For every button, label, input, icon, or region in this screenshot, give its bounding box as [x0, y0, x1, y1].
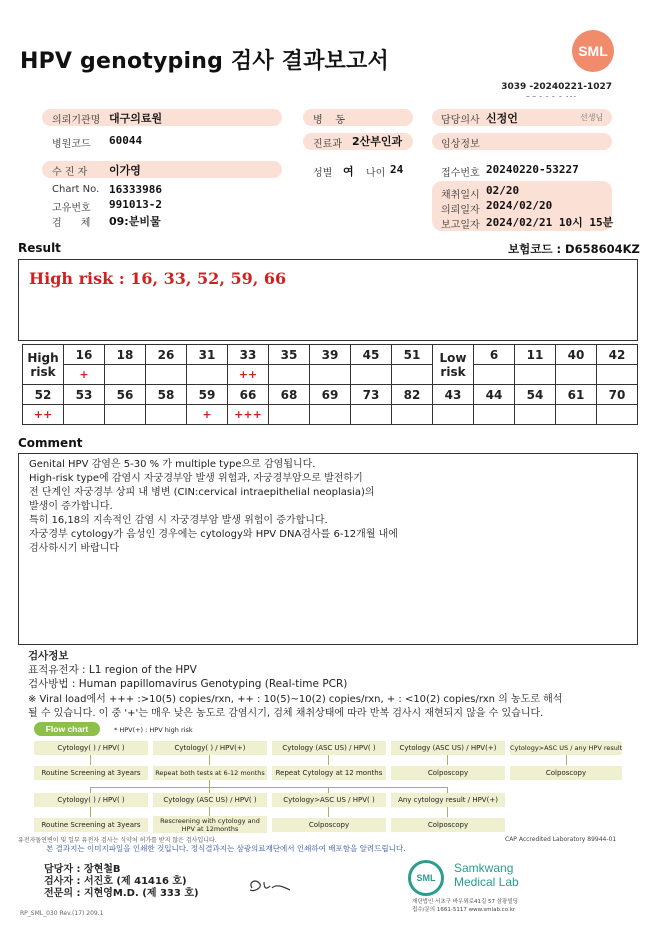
staff-specialist: 전문의 : 지현영M.D. (제 333 호)	[44, 888, 199, 899]
type-cell: 35	[269, 345, 310, 365]
flow-node: Colposcopy	[510, 766, 622, 780]
flow-arrow	[90, 755, 91, 765]
flow-node: Any cytology result / HPV(+)	[391, 793, 505, 807]
type-cell: 16	[64, 345, 105, 365]
type-cell: 53	[64, 385, 105, 405]
flow-node: Routine Screening at 3years	[34, 766, 148, 780]
flow-node: Colposcopy	[391, 818, 505, 832]
sex-label: 성별	[313, 168, 333, 179]
signature-icon	[246, 876, 296, 896]
viral-load-cell	[597, 405, 638, 425]
viral-load-cell: ++	[23, 405, 64, 425]
collected-label: 채취일시	[441, 190, 480, 201]
viral-load-note-2: 될 수 있습니다. 이 중 '+'는 매우 낮은 농도로 감염시기, 검체 채취상태에 따라 반복 검사시 재현되지 않을 수 있습니다.	[28, 708, 544, 719]
type-cell: 31	[187, 345, 228, 365]
specimen-label: 검 체	[52, 218, 91, 229]
report-title: HPV genotyping 검사 결과보고서	[20, 49, 389, 74]
hospital-code-value: 60044	[109, 134, 143, 147]
comment-heading: Comment	[18, 436, 83, 450]
flow-node: Rescreening with cytology and HPV at 12months	[153, 816, 267, 833]
type-cell: 66	[228, 385, 269, 405]
lab-name-line2: Medical Lab	[454, 875, 519, 889]
flow-arrow	[328, 755, 329, 765]
lab-logo-icon: SML	[408, 860, 444, 896]
result-heading: Result	[18, 241, 61, 255]
viral-load-cell	[146, 405, 187, 425]
flow-node: Repeat both tests at 6-12 months	[153, 766, 267, 780]
request-number-line1: 3039 -20240221-1027	[501, 82, 612, 92]
comment-line: High-risk type에 감염시 자궁경부암 발생 위험과, 자궁경부암으로 발전하기	[29, 473, 363, 484]
chart-no-label: Chart No.	[52, 184, 100, 195]
viral-load-cell	[474, 405, 515, 425]
type-cell: 52	[23, 385, 64, 405]
type-cell: 11	[515, 345, 556, 365]
doctor-suffix: 선생님	[580, 113, 604, 122]
flow-arrow	[90, 807, 91, 817]
flow-arrow	[447, 755, 448, 765]
dept-label: 진료과	[313, 139, 342, 150]
viral-load-cell	[187, 365, 228, 385]
table-row	[23, 385, 638, 405]
viral-load-cell	[474, 365, 515, 385]
type-cell: 54	[515, 385, 556, 405]
viral-load-cell	[515, 365, 556, 385]
flow-node: Cytology (ASC US) / HPV( )	[153, 793, 267, 807]
flow-node: Colposcopy	[391, 766, 505, 780]
institution-label: 의뢰기관명	[52, 115, 101, 126]
comment-line: 자궁경부 cytology가 음성인 경우에는 cytology와 HPV DNA검사를 6-12개월 내에	[29, 529, 398, 540]
comment-box	[18, 453, 638, 645]
viral-load-cell	[105, 365, 146, 385]
flow-node: Cytology( ) / HPV( )	[34, 741, 148, 755]
result-summary-box	[18, 259, 638, 341]
form-number: RP_SML_030 Rev.(17) 209.1	[20, 910, 104, 917]
table-row	[23, 365, 638, 385]
flow-node: Cytology (ASC US) / HPV(+)	[391, 741, 505, 755]
type-cell: 51	[392, 345, 433, 365]
flow-arrow	[328, 807, 329, 817]
type-cell: 73	[351, 385, 392, 405]
viral-load-cell	[392, 405, 433, 425]
unique-no-label: 고유번호	[52, 203, 91, 214]
lab-address: 재단법인 서초구 바우뫼로41길 57 삼광빌딩	[412, 899, 518, 905]
target-gene: 표적유전자 : L1 region of the HPV	[28, 664, 197, 676]
flow-arrow	[447, 807, 448, 817]
viral-load-cell	[310, 365, 351, 385]
genotype-table	[22, 344, 638, 425]
age-label: 나이	[366, 168, 386, 179]
lab-phone: 접수/문의 1661-5117 www.smlab.co.kr	[412, 907, 516, 913]
viral-load-cell	[556, 365, 597, 385]
recipient-label: 수 진 자	[52, 167, 88, 178]
comment-line: 발생이 증가합니다.	[29, 501, 113, 512]
flow-node: Cytology( ) / HPV( )	[34, 793, 148, 807]
flow-node: Repeat Cytology at 12 months	[272, 766, 386, 780]
viral-load-cell	[351, 405, 392, 425]
patient-info-panel	[0, 97, 655, 240]
flow-node: Cytology>ASC US / any HPV result	[510, 741, 622, 755]
fine-print-right: CAP Accredited Laboratory 89944-01	[505, 836, 617, 843]
viral-load-cell: +++	[228, 405, 269, 425]
notice: 본 결과지는 이미지파일을 인쇄한 것입니다. 정식결과지는 삼광의료재단에서 인쇄하여 배포함을 알려드립니다.	[46, 844, 406, 853]
low-risk-label: Low risk	[433, 345, 474, 385]
type-cell: 18	[105, 345, 146, 365]
type-cell: 69	[310, 385, 351, 405]
ward-label: 병 동	[313, 115, 346, 126]
flow-node: Routine Screening at 3years	[34, 818, 148, 832]
viral-load-cell	[556, 405, 597, 425]
type-cell: 40	[556, 345, 597, 365]
type-cell: 6	[474, 345, 515, 365]
viral-load-note-1: ※ Viral load에서 +++ :>10(5) copies/rxn, ++ : 10(5)~10(2) copies/rxn, + : <10(2) copies/rxn 의 농도로 해석	[28, 694, 563, 705]
type-cell: 42	[597, 345, 638, 365]
viral-load-cell	[392, 365, 433, 385]
viral-load-cell	[310, 405, 351, 425]
flow-arrow	[566, 755, 567, 765]
viral-load-cell: ++	[228, 365, 269, 385]
receipt-label: 접수번호	[441, 168, 480, 179]
table-row	[23, 345, 638, 365]
institution-value: 대구의료원	[109, 112, 163, 125]
type-cell: 44	[474, 385, 515, 405]
sml-logo: SML	[572, 30, 614, 72]
test-info-heading: 검사정보	[28, 650, 69, 662]
type-cell: 39	[310, 345, 351, 365]
viral-load-cell	[351, 365, 392, 385]
viral-load-cell	[269, 405, 310, 425]
doctor-label: 담당의사	[441, 115, 480, 126]
hospital-code-label: 병원코드	[52, 139, 91, 150]
unique-no-value: 991013-2	[109, 198, 162, 211]
requested-value: 2024/02/20	[486, 199, 553, 212]
high-risk-summary: High risk : 16, 33, 52, 59, 66	[29, 269, 287, 288]
requested-label: 의뢰일자	[441, 205, 480, 216]
comment-line: 전 단계인 자궁경부 상피 내 병변 (CIN:cervical intraepithelial neoplasia)의	[29, 487, 375, 498]
type-cell: 43	[433, 385, 474, 405]
type-cell: 59	[187, 385, 228, 405]
age-value: 24	[390, 163, 404, 176]
viral-load-cell: +	[187, 405, 228, 425]
flow-arrow	[90, 787, 448, 788]
viral-load-cell	[105, 405, 146, 425]
reported-value: 2024/02/21 10시 15분	[486, 216, 614, 229]
comment-line: Genital HPV 감염은 5-30 % 가 multiple type으로 감염됩니다.	[29, 459, 316, 470]
staff-tester: 검사자 : 서진호 (제 41416 호)	[44, 876, 187, 887]
receipt-value: 20240220-53227	[486, 163, 579, 176]
viral-load-cell	[433, 405, 474, 425]
type-cell: 56	[105, 385, 146, 405]
flow-node: Colposcopy	[272, 818, 386, 832]
dept-value: 2산부인과	[352, 135, 403, 148]
flow-node: Cytology( ) / HPV(+)	[153, 741, 267, 755]
type-cell: 61	[556, 385, 597, 405]
type-cell: 26	[146, 345, 187, 365]
viral-load-cell	[597, 365, 638, 385]
reported-label: 보고일자	[441, 220, 480, 231]
flow-arrow	[209, 755, 210, 765]
collected-value: 02/20	[486, 184, 520, 197]
flow-node: Cytology>ASC US / HPV( )	[272, 793, 386, 807]
comment-line: 검사하시기 바랍니다	[29, 543, 120, 554]
lab-name-line1: Samkwang	[454, 861, 514, 875]
chart-no-value: 16333986	[109, 183, 162, 196]
flow-node: Cytology (ASC US) / HPV( )	[272, 741, 386, 755]
type-cell: 45	[351, 345, 392, 365]
clinical-label: 임상정보	[441, 139, 480, 150]
sex-value: 여	[343, 165, 354, 178]
test-method: 검사방법 : Human papillomavirus Genotyping (Real-time PCR)	[28, 678, 348, 690]
staff-manager: 담당자 : 장현철B	[44, 864, 121, 875]
flow-chart-badge: Flow chart	[34, 722, 100, 736]
recipient-value: 이가영	[109, 164, 141, 177]
viral-load-cell	[515, 405, 556, 425]
viral-load-cell: +	[64, 365, 105, 385]
insurance-code: 보험코드 : D658604KZ	[508, 242, 640, 256]
fine-print-left: 유전자돌연변이 및 일부 유전자 검사는 식약처 허가를 받지 않은 검사입니다.	[18, 837, 217, 844]
viral-load-cell	[269, 365, 310, 385]
viral-load-cell	[64, 405, 105, 425]
viral-load-cell	[146, 365, 187, 385]
doctor-value: 신정언	[486, 112, 518, 125]
type-cell: 58	[146, 385, 187, 405]
specimen-value: 09:분비물	[109, 215, 161, 228]
high-risk-label: High risk	[23, 345, 64, 385]
type-cell: 33	[228, 345, 269, 365]
type-cell: 70	[597, 385, 638, 405]
flow-legend: * HPV(+) : HPV high risk	[114, 726, 193, 734]
type-cell: 68	[269, 385, 310, 405]
comment-line: 특히 16,18의 지속적인 감염 시 자궁경부암 발생 위험이 증가합니다.	[29, 515, 328, 526]
type-cell: 82	[392, 385, 433, 405]
table-row	[23, 405, 638, 425]
